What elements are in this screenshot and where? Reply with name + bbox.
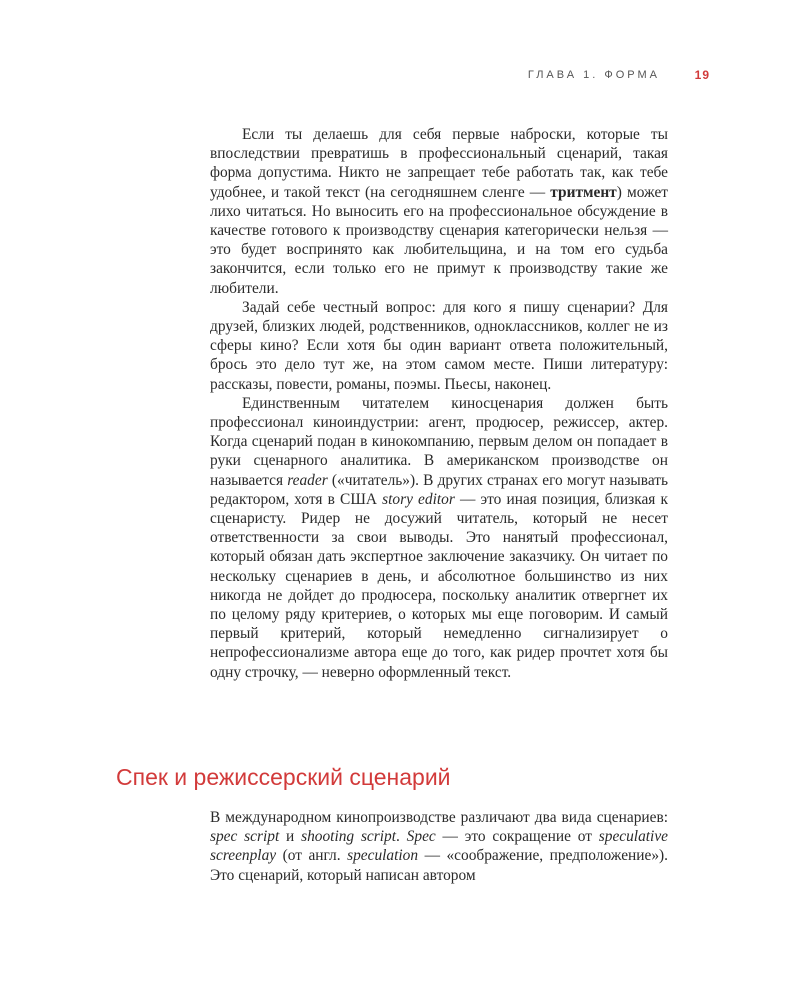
section-body-text [210, 808, 668, 885]
paragraph-2: Задай себе честный вопрос: для кого я пишу сценарии? Для друзей, близких людей, родственников, одноклассников, коллег не из сферы кино? Если хотя бы один вариант ответа положительный, брось это дело тут же, на этом самом месте. Пиши литературу: рассказы, повести, романы, поэмы. Пьесы, наконец. [210, 298, 668, 393]
italic-term-reader: reader [287, 471, 328, 489]
section-paragraph-1: В международном кинопроизводстве различают два вида сценариев: spec script и shooting script. Spec — это сокращение от speculative screenplay (от англ. speculation — «соображение, предположение»). Это сценарий, который написан автором [210, 809, 669, 884]
section-heading: Спек и режиссерский сценарий [116, 764, 451, 790]
paragraph-3: Единственным читателем киносценария должен быть профессионал киноиндустрии: агент, продюсер, режиссер, актер. Когда сценарий подан в кинокомпанию, первым делом он попадает в руки сценарного аналитика. В американском производстве он называется reader («читатель»). В других странах его могут называть редактором, хотя в США story editor — это иная позиция, близкая к сценаристу. Ридер не досужий читатель, который не несет ответственности за свои выводы. Это нанятый профессионал, который обязан дать экспертное заключение заказчику. Он читает по нескольку сценариев в день, и абсолютное большинство из них никогда не дойдет до продюсера, поскольку аналитик отвергнет их по целому ряду критериев, о которых мы еще поговорим. И самый первый критерий, который немедленно сигнализирует о непрофессионализме автора еще до того, как ридер прочтет хотя бы одну строчку, — неверно оформленный текст. [210, 394, 669, 681]
page-number: 19 [694, 68, 710, 82]
italic-term-story-editor: story editor [382, 490, 455, 508]
bold-term-treatment: тритмент [550, 183, 617, 201]
paragraph-1: Если ты делаешь для себя первые наброски, которые ты впоследствии превратишь в профессиональный сценарий, такая форма допустима. Никто не запрещает тебе работать так, как тебе удобнее, и такой текст (на сегодняшнем сленге — тритмент) может лихо читаться. Но выносить его на профессиональное обсуждение в качестве готового к производству сценария категорически нельзя — это будет воспринято как любительщина, и на том его судьба закончится, если только его не примут к производству такие же любители. [210, 126, 668, 297]
running-head-chapter: ГЛАВА 1. ФОРМА [527, 69, 660, 81]
body-text-block [210, 125, 668, 682]
